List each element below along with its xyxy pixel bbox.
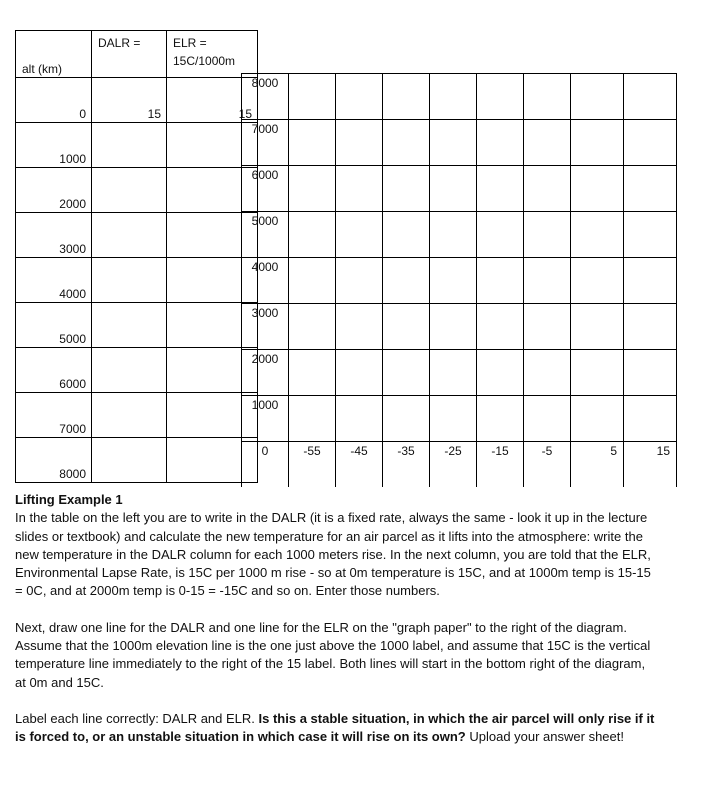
grid-cell[interactable]	[524, 166, 571, 212]
grid-cell[interactable]	[430, 258, 477, 304]
grid-cell[interactable]	[624, 166, 677, 212]
dalr-cell[interactable]	[92, 168, 167, 213]
grid-cell[interactable]	[477, 350, 524, 396]
alt-cell: 0	[16, 78, 92, 123]
grid-cell[interactable]	[624, 74, 677, 120]
grid-cell[interactable]	[477, 74, 524, 120]
grid-cell[interactable]	[571, 166, 624, 212]
grid-cell[interactable]	[477, 120, 524, 166]
alt-cell: 3000	[16, 213, 92, 258]
grid-cell[interactable]	[430, 396, 477, 442]
grid-cell[interactable]	[336, 120, 383, 166]
grid-cell[interactable]	[336, 350, 383, 396]
grid-cell[interactable]	[383, 166, 430, 212]
grid-cell[interactable]	[571, 396, 624, 442]
grid-row	[242, 120, 677, 166]
dalr-header: DALR =	[92, 31, 167, 78]
grid-cell[interactable]	[624, 212, 677, 258]
dalr-cell[interactable]	[92, 303, 167, 348]
dalr-cell[interactable]: 15	[92, 78, 167, 123]
dalr-cell[interactable]	[92, 123, 167, 168]
y-axis-label: 2000	[242, 350, 289, 396]
grid-cell[interactable]	[289, 120, 336, 166]
grid-cell[interactable]	[477, 396, 524, 442]
table-row	[16, 213, 258, 258]
grid-cell[interactable]	[336, 396, 383, 442]
x-axis-label: -45	[336, 442, 383, 488]
grid-cell[interactable]	[524, 120, 571, 166]
grid-cell[interactable]	[477, 212, 524, 258]
grid-cell[interactable]	[430, 212, 477, 258]
grid-cell[interactable]	[383, 120, 430, 166]
grid-cell[interactable]	[336, 304, 383, 350]
grid-cell[interactable]	[571, 350, 624, 396]
y-axis-label: 4000	[242, 258, 289, 304]
grid-cell[interactable]	[430, 304, 477, 350]
instructions-para3-plain: Label each line correctly: DALR and ELR.	[15, 710, 259, 726]
grid-row	[242, 304, 677, 350]
grid-cell[interactable]	[624, 304, 677, 350]
grid-row	[242, 350, 677, 396]
table-row	[16, 303, 258, 348]
elr-header	[167, 31, 258, 78]
alt-cell: 8000	[16, 438, 92, 483]
alt-cell: 5000	[16, 303, 92, 348]
table-row	[16, 123, 258, 168]
grid-row	[242, 258, 677, 304]
grid-cell[interactable]	[289, 350, 336, 396]
grid-cell[interactable]	[524, 74, 571, 120]
altitude-table	[15, 30, 258, 483]
instructions-para2: Next, draw one line for the DALR and one line for the ELR on the "graph paper" to the right of the diagram. Assume that the 1000m elevation line is the one just above the 1000 label, and assume that 15C is the vertical temperature line immediately to the right of the 15 label. Both lines will start in the bottom right of the diagram, at 0m and 15C.	[15, 619, 651, 690]
grid-row	[242, 212, 677, 258]
x-axis-label: -25	[430, 442, 477, 488]
dalr-cell[interactable]	[92, 438, 167, 483]
grid-cell[interactable]	[477, 258, 524, 304]
dalr-cell[interactable]	[92, 348, 167, 393]
instructions-question: Is this a stable situation, in which the air parcel will only rise if it is forced to, or an unstable situation in which case it will rise on its own?	[15, 710, 655, 745]
grid-cell[interactable]	[336, 166, 383, 212]
grid-cell[interactable]	[571, 258, 624, 304]
graph-paper[interactable]	[241, 73, 677, 487]
y-axis-label: 6000	[242, 166, 289, 212]
x-axis-label: 5	[571, 442, 624, 488]
elr-header-line2: 15C/1000m	[173, 54, 236, 68]
elr-cell[interactable]: 15	[167, 78, 258, 123]
alt-cell: 7000	[16, 393, 92, 438]
grid-cell[interactable]	[430, 166, 477, 212]
instructions-title: Lifting Example 1	[15, 492, 123, 507]
alt-cell: 1000	[16, 123, 92, 168]
table-header-row	[16, 31, 258, 78]
x-axis-label: -55	[289, 442, 336, 488]
grid-cell[interactable]	[383, 396, 430, 442]
grid-cell[interactable]	[624, 396, 677, 442]
grid-cell[interactable]	[571, 120, 624, 166]
grid-cell[interactable]	[430, 74, 477, 120]
table-row	[16, 258, 258, 303]
elr-header-line1: ELR =	[173, 36, 207, 50]
table-row	[16, 168, 258, 213]
grid-row-x-axis	[242, 442, 677, 488]
x-axis-label: -5	[524, 442, 571, 488]
grid-cell[interactable]	[336, 258, 383, 304]
grid-cell[interactable]	[383, 212, 430, 258]
instructions-para3-end: Upload your answer sheet!	[465, 729, 624, 745]
grid-cell[interactable]	[624, 120, 677, 166]
grid-cell[interactable]	[571, 212, 624, 258]
grid-cell[interactable]	[524, 258, 571, 304]
grid-cell[interactable]	[383, 350, 430, 396]
instructions-para1: In the table on the left you are to write in the DALR (it is a fixed rate, always the same - look it up in the lecture slides or textbook) and calculate the new temperature for an air parcel as it lifts into the atmosphere: write the new temperature in the DALR column for each 1000 meters rise. In the next column, you are told that the ELR, Environmental Lapse Rate, is 15C per 1000 m rise - so at 0m temperature is 15C, and at 1000m temp is 15-15 = 0C, and at 2000m temp is 0-15 = -15C and so on. Enter those numbers.	[15, 510, 651, 599]
grid-cell[interactable]	[383, 74, 430, 120]
grid-cell[interactable]	[524, 396, 571, 442]
grid-cell[interactable]	[571, 304, 624, 350]
y-axis-label: 0	[242, 442, 289, 488]
y-axis-label: 3000	[242, 304, 289, 350]
instructions-para3	[15, 710, 655, 747]
y-axis-label: 5000	[242, 212, 289, 258]
grid-cell[interactable]	[430, 120, 477, 166]
alt-header: alt (km)	[16, 31, 92, 78]
grid-cell[interactable]	[383, 304, 430, 350]
y-axis-label: 1000	[242, 396, 289, 442]
x-axis-label: -15	[477, 442, 524, 488]
grid-cell[interactable]	[524, 304, 571, 350]
grid-cell[interactable]	[289, 396, 336, 442]
grid-row	[242, 396, 677, 442]
grid-cell[interactable]	[289, 258, 336, 304]
alt-cell: 4000	[16, 258, 92, 303]
x-axis-label: -35	[383, 442, 430, 488]
dalr-cell[interactable]	[92, 258, 167, 303]
grid-cell[interactable]	[524, 350, 571, 396]
grid-cell[interactable]	[571, 74, 624, 120]
grid-cell[interactable]	[430, 350, 477, 396]
grid-cell[interactable]	[336, 74, 383, 120]
y-axis-label: 7000	[242, 120, 289, 166]
grid-row	[242, 166, 677, 212]
dalr-cell[interactable]	[92, 213, 167, 258]
x-axis-label: 15	[624, 442, 677, 488]
grid-row	[242, 74, 677, 120]
grid-cell[interactable]	[289, 304, 336, 350]
grid-cell[interactable]	[289, 212, 336, 258]
dalr-cell[interactable]	[92, 393, 167, 438]
grid-cell[interactable]	[383, 258, 430, 304]
instructions	[15, 491, 655, 747]
y-axis-label: 8000	[242, 74, 289, 120]
grid-cell[interactable]	[624, 350, 677, 396]
alt-cell: 6000	[16, 348, 92, 393]
table-row	[16, 78, 258, 123]
grid-cell[interactable]	[477, 166, 524, 212]
table-row	[16, 438, 258, 483]
alt-cell: 2000	[16, 168, 92, 213]
grid-cell[interactable]	[524, 212, 571, 258]
grid-cell[interactable]	[289, 74, 336, 120]
table-row	[16, 393, 258, 438]
grid-cell[interactable]	[336, 212, 383, 258]
grid-cell[interactable]	[624, 258, 677, 304]
grid-cell[interactable]	[289, 166, 336, 212]
grid-cell[interactable]	[477, 304, 524, 350]
table-row	[16, 348, 258, 393]
